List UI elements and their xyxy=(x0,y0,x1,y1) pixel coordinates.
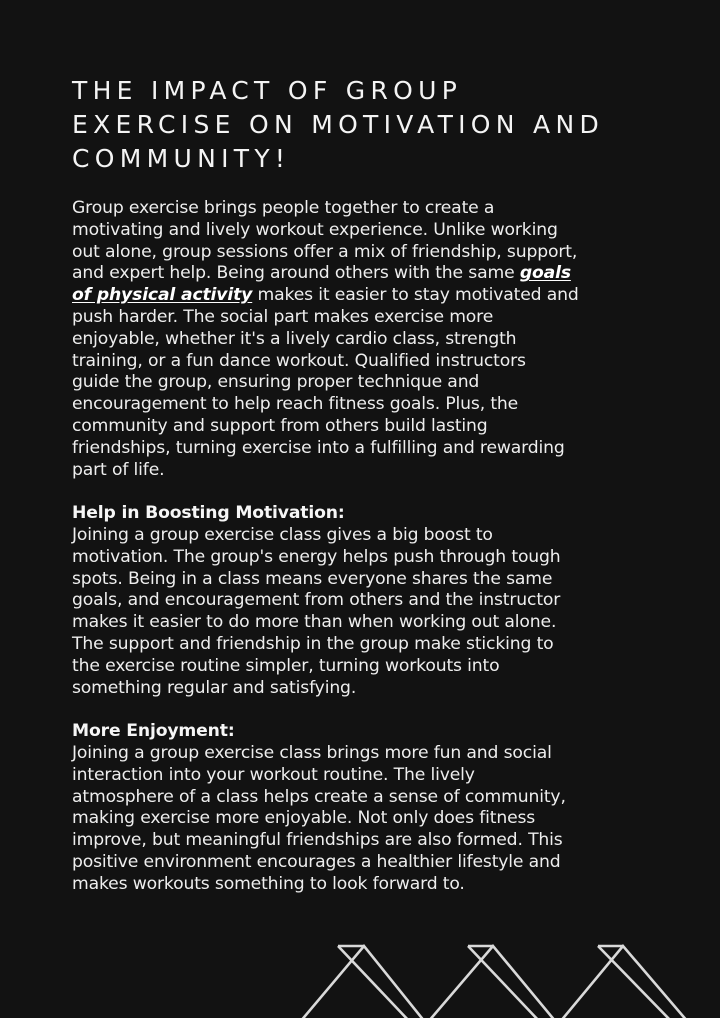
zigzag-line-right xyxy=(560,946,688,1018)
text-fragment: and expert help. Being around others with the same xyxy=(72,263,520,284)
section-heading: Help in Boosting Motivation: xyxy=(72,503,345,524)
goals-of-physical-activity-link-continued[interactable]: of physical activity xyxy=(72,285,253,306)
title-line: COMMUNITY! xyxy=(72,144,291,173)
article xyxy=(72,74,652,896)
text-line xyxy=(72,285,652,307)
text-line: part of life. xyxy=(72,459,165,480)
text-line: out alone, group sessions offer a mix of friendship, support, xyxy=(72,241,578,262)
text-line: makes it easier to do more than when working out alone. xyxy=(72,612,557,633)
text-line: motivation. The group's energy helps push through tough xyxy=(72,546,561,567)
text-line: spots. Being in a class means everyone shares the same xyxy=(72,568,553,589)
diagonal-line xyxy=(598,946,672,1018)
zigzag-line-left xyxy=(300,946,425,1018)
text-line: goals, and encouragement from others and the instructor xyxy=(72,590,561,611)
text-line xyxy=(72,263,652,285)
title-line: EXERCISE ON MOTIVATION AND xyxy=(72,110,604,139)
text-line: The support and friendship in the group make sticking to xyxy=(72,633,554,654)
text-line: something regular and satisfying. xyxy=(72,677,357,698)
text-line: the exercise routine simpler, turning workouts into xyxy=(72,655,500,676)
triangle-line-decoration xyxy=(0,930,720,1018)
text-line: Group exercise brings people together to create a xyxy=(72,198,495,218)
text-line: Joining a group exercise class gives a big boost to xyxy=(72,524,493,545)
text-line: improve, but meaningful friendships are also formed. This xyxy=(72,830,563,851)
text-line: guide the group, ensuring proper technique and xyxy=(72,372,480,393)
text-line: motivating and lively workout experience. Unlike working xyxy=(72,219,558,240)
text-line: making exercise more enjoyable. Not only does fitness xyxy=(72,808,536,829)
text-line: atmosphere of a class helps create a sense of community, xyxy=(72,786,566,807)
text-line: training, or a fun dance workout. Qualified instructors xyxy=(72,350,526,371)
section-boosting-motivation xyxy=(72,503,652,699)
zigzag-line-middle xyxy=(428,946,556,1018)
text-line: positive environment encourages a healthier lifestyle and xyxy=(72,851,561,872)
text-fragment: makes it easier to stay motivated and xyxy=(252,285,579,306)
text-line: push harder. The social part makes exercise more xyxy=(72,306,494,327)
text-line: Joining a group exercise class brings more fun and social xyxy=(72,742,552,763)
section-heading: More Enjoyment: xyxy=(72,721,235,742)
article-title xyxy=(72,74,652,176)
text-line: friendships, turning exercise into a fulfilling and rewarding xyxy=(72,437,565,458)
intro-paragraph xyxy=(72,198,652,481)
text-line: community and support from others build lasting xyxy=(72,415,488,436)
section-more-enjoyment xyxy=(72,721,652,895)
goals-of-physical-activity-link[interactable]: goals xyxy=(519,263,571,284)
diagonal-line xyxy=(468,946,540,1018)
text-line: encouragement to help reach fitness goals. Plus, the xyxy=(72,394,519,415)
text-line: enjoyable, whether it's a lively cardio class, strength xyxy=(72,328,517,349)
text-line: makes workouts something to look forward to. xyxy=(72,873,465,894)
title-line: THE IMPACT OF GROUP xyxy=(72,76,463,105)
text-line: interaction into your workout routine. The lively xyxy=(72,764,475,785)
